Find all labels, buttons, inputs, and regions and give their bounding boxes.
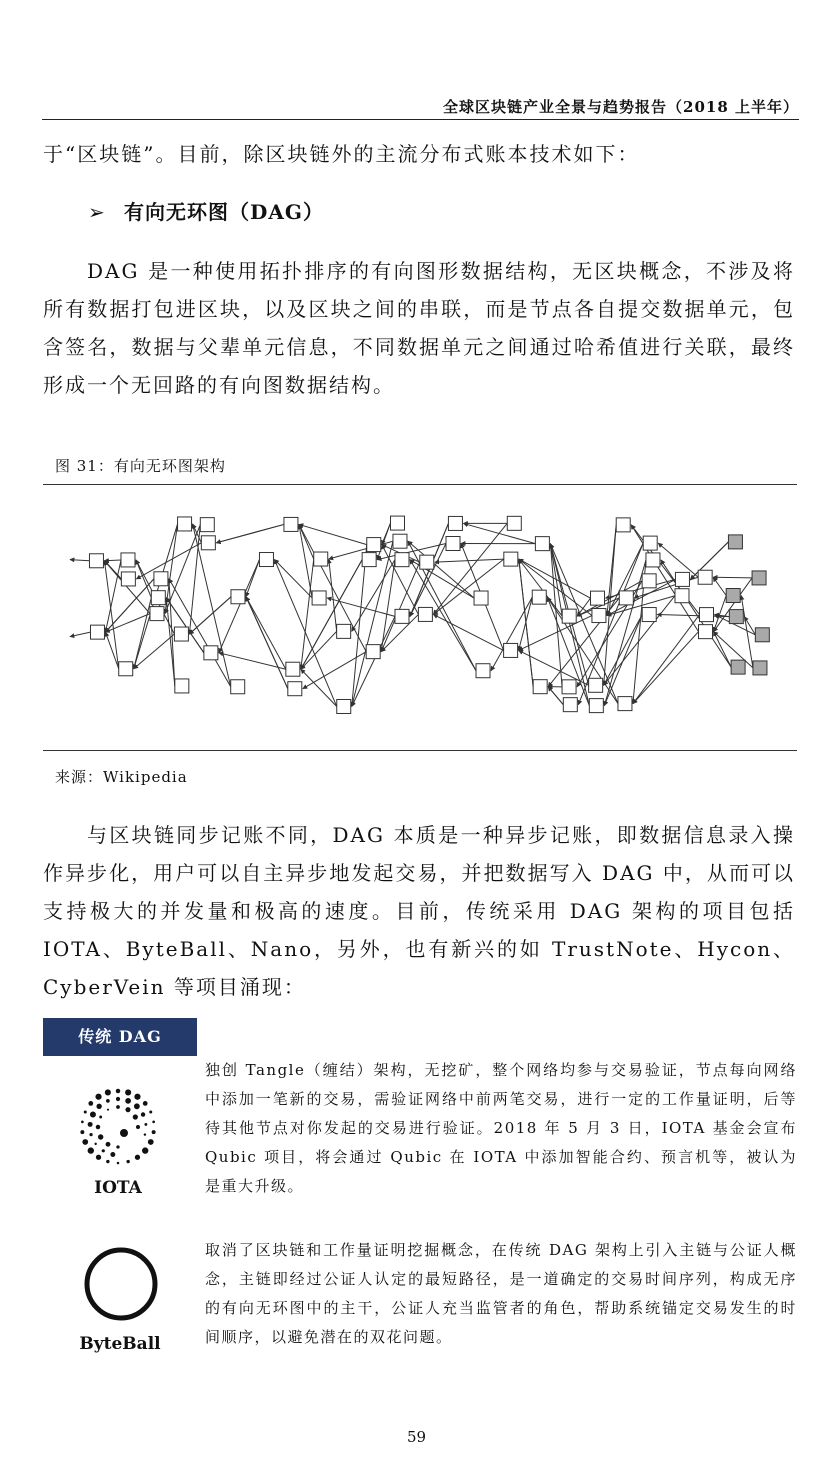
iota-dot [98, 1134, 103, 1139]
dag-edge [433, 559, 503, 614]
dag-node [286, 662, 300, 676]
iota-dot [116, 1089, 120, 1093]
dag-node [395, 609, 409, 623]
dag-node [476, 664, 490, 678]
dag-edge [274, 560, 336, 707]
dag-node [646, 553, 660, 567]
dag-edge [463, 523, 535, 543]
dag-node [312, 591, 326, 605]
dag-node [643, 536, 657, 550]
dag-tip-node [755, 628, 769, 642]
dag-edge [105, 579, 153, 632]
iota-dot [110, 1152, 115, 1157]
dag-edge [219, 560, 260, 653]
dag-edge [134, 598, 152, 669]
dag-node [284, 517, 298, 531]
dag-edge [548, 687, 563, 705]
dag-node [178, 517, 192, 531]
dag-node [474, 591, 488, 605]
dag-edge [713, 577, 726, 595]
byteball-ring-logo-icon [82, 1245, 160, 1323]
dag-node [314, 552, 328, 566]
dag-node [420, 555, 434, 569]
iota-dot [125, 1098, 131, 1104]
iota-dot [96, 1155, 101, 1160]
traditional-dag-tag: 传统 DAG [43, 1018, 197, 1056]
dag-node [121, 572, 135, 586]
iota-dot [88, 1147, 94, 1153]
dag-node [231, 590, 245, 604]
figure-source: 来源：Wikipedia [55, 768, 188, 786]
iota-dot [89, 1133, 92, 1136]
dag-edge [714, 596, 727, 632]
dag-node [362, 553, 376, 567]
dag-edge [633, 632, 699, 704]
iota-dot [125, 1089, 131, 1095]
iota-dot [90, 1112, 96, 1118]
page-number: 59 [406, 1428, 427, 1446]
dag-node [154, 572, 168, 586]
iota-dot [94, 1143, 96, 1145]
async-paragraph: 与区块链同步记账不同，DAG 本质是一种异步记账，即数据信息录入操作异步化，用户可以自主异步地发起交易，并把数据写入 DAG 中，从而可以支持极大的并发量和极高的速度。目前，传统采用 DAG 架构的项目包括 IOTA、ByteBall、Nano，另外，也有新兴的如 TrustNote、Hycon、CyberVein 等项目涌现： [43, 823, 795, 999]
running-header-title: 全球区块链产业全景与趋势报告（2018 上半年） [443, 98, 799, 116]
dag-edge [435, 559, 504, 562]
dag-node [562, 680, 576, 694]
dag-node [446, 536, 460, 550]
dag-edge [299, 524, 366, 651]
dag-edge [219, 653, 286, 669]
iota-dot [149, 1111, 152, 1114]
dag-edge [165, 525, 200, 614]
dag-edge [578, 543, 643, 705]
iota-dot [80, 1130, 84, 1134]
iota-dot [95, 1094, 101, 1100]
iota-dots-logo-icon [76, 1085, 160, 1169]
iota-dot [144, 1133, 146, 1135]
dag-node [504, 552, 518, 566]
dag-node [337, 699, 351, 713]
iota-dot [106, 1160, 109, 1163]
dag-node [592, 609, 606, 623]
dag-node [119, 662, 133, 676]
header-rule [42, 119, 799, 120]
dag-edge [301, 559, 314, 669]
iota-dot [135, 1155, 140, 1160]
dag-node [174, 627, 188, 641]
dag-node [507, 516, 521, 530]
dag-node [418, 607, 432, 621]
dag-edge [246, 597, 286, 669]
iota-dot [126, 1160, 129, 1163]
iota-description: 独创 Tangle（缠结）架构，无挖矿，整个网络均参与交易验证，节点每向网络中添加一笔新的交易，需验证网络中前两笔交易，进行一定的工作量证明，后等待其他节点对你发起的交易进行验证。2018 年 5 月 3 日，IOTA 基金会宣布 Qubic 项目，将会通过 Qubic 在 IOTA 中添加智能合约、预言机等，被认为是重大升级。 [205, 1061, 797, 1195]
dag-tip-node [729, 610, 743, 624]
iota-dot [107, 1109, 109, 1111]
iota-dot [134, 1094, 140, 1100]
dag-paragraph: DAG 是一种使用拓扑排序的有向图形数据结构，无区块概念，不涉及将所有数据打包进区块，以及区块之间的串联，而是节点各自提交数据单元，包含签名，数据与父辈单元信息，不同数据单元之间通过哈希值进行关联，最终形成一个无回路的有向图数据结构。 [43, 259, 795, 397]
dag-edge [604, 525, 617, 685]
dag-tip-node [728, 535, 742, 549]
dag-node [618, 697, 632, 711]
dag-edge [189, 597, 231, 634]
dag-node [200, 518, 214, 532]
iota-dot [102, 1149, 105, 1152]
dag-node [589, 699, 603, 713]
dag-edge [382, 523, 391, 545]
figure-bottom-rule [43, 750, 797, 751]
dag-edge [519, 559, 533, 687]
iota-dot [142, 1147, 148, 1153]
dag-edge [136, 560, 151, 598]
dag-node [390, 516, 404, 530]
dag-node [366, 645, 380, 659]
dag-node [699, 625, 713, 639]
dag-node [589, 678, 603, 692]
dag-edge [301, 669, 337, 706]
figure-caption: 图 31：有向无环图架构 [55, 457, 226, 475]
dag-edge [104, 561, 118, 669]
iota-dot [106, 1099, 110, 1103]
dag-node [616, 518, 630, 532]
iota-dot [144, 1123, 147, 1126]
dag-node [201, 536, 215, 550]
iota-dot [148, 1139, 154, 1145]
byteball-description: 取消了区块链和工作量证明挖掘概念，在传统 DAG 架构上引入主链与公证人概念，主链即经过公证人认定的最短路径，是一道确定的交易时间序列，构成无序的有向无环图中的主干，公证人充当监管者的角色，帮助系统锚定交易发生的时间顺序，以避免潜在的双花问题。 [205, 1241, 797, 1346]
dag-tip-node [752, 571, 766, 585]
dag-edge [433, 614, 503, 650]
dag-node [393, 534, 407, 548]
dag-edge [433, 523, 507, 614]
dag-edge [136, 543, 201, 579]
figure-top-rule [43, 484, 797, 485]
dag-node [151, 591, 165, 605]
dag-node [448, 516, 462, 530]
iota-dot [105, 1089, 111, 1095]
dag-edge [741, 596, 753, 668]
dag-node [642, 574, 656, 588]
iota-dot [116, 1097, 120, 1101]
dag-node [204, 646, 218, 660]
dag-edge [352, 545, 367, 707]
dag-node [89, 554, 103, 568]
dag-edge [216, 524, 284, 542]
iota-dot [136, 1125, 140, 1129]
iota-name: IOTA [94, 1178, 142, 1198]
dag-edge [134, 634, 175, 669]
dag-edge [377, 543, 446, 559]
dag-edge [604, 596, 675, 686]
dag-node [367, 538, 381, 552]
dag-edge [408, 541, 474, 598]
dag-edge [301, 560, 362, 670]
iota-dot [82, 1139, 88, 1145]
iota-dot [117, 1162, 120, 1165]
dag-diagram [60, 505, 780, 730]
dag-node [675, 589, 689, 603]
iota-dot [134, 1103, 140, 1109]
dag-node [259, 553, 273, 567]
iota-dot [152, 1121, 155, 1124]
dag-node [562, 609, 576, 623]
iota-dot [125, 1107, 130, 1112]
dag-node [591, 591, 605, 605]
iota-dot [141, 1112, 145, 1116]
iota-dot [116, 1145, 119, 1148]
iota-dot [81, 1121, 84, 1124]
bullet-arrow-icon: ➢ [88, 200, 106, 224]
dag-edge [329, 541, 393, 559]
dag-edge [299, 524, 367, 544]
iota-dot [116, 1105, 120, 1109]
iota-dot [152, 1130, 156, 1134]
dag-edge [519, 597, 533, 650]
byteball-name: ByteBall [79, 1334, 161, 1354]
iota-dot [88, 1101, 93, 1106]
dag-edge [713, 577, 752, 578]
dag-node [700, 608, 714, 622]
iota-dot [88, 1122, 93, 1127]
dag-edge [104, 560, 121, 561]
iota-dot [120, 1129, 128, 1137]
iota-dot [96, 1125, 100, 1129]
dag-node [619, 591, 633, 605]
dag-tip-node [731, 660, 745, 674]
dag-node [90, 625, 104, 639]
iota-dot [99, 1116, 102, 1119]
intro-line: 于“区块链”。目前，除区块链外的主流分布式账本技术如下： [43, 142, 640, 166]
dag-edge [246, 597, 288, 689]
dag-node [231, 680, 245, 694]
iota-dot [84, 1111, 87, 1114]
dag-node [175, 679, 189, 693]
dag-heading [88, 196, 324, 225]
dag-node [337, 624, 351, 638]
dag-edge [714, 632, 732, 667]
dag-node [698, 570, 712, 584]
dag-node [150, 607, 164, 621]
dag-node [395, 553, 409, 567]
iota-dot [106, 1142, 111, 1147]
dag-edge [633, 615, 700, 704]
dag-node [288, 682, 302, 696]
dag-node [535, 537, 549, 551]
dag-node [533, 680, 547, 694]
dag-edge [70, 560, 89, 561]
dag-tip-node [726, 589, 740, 603]
dag-node [532, 590, 546, 604]
dag-edge [70, 632, 90, 636]
iota-dot [133, 1114, 138, 1119]
iota-dot [143, 1101, 148, 1106]
dag-edge [329, 559, 337, 631]
dag-edge [352, 616, 395, 706]
dag-node [504, 643, 518, 657]
dag-node [642, 608, 656, 622]
dag-node [563, 698, 577, 712]
dag-tip-node [753, 661, 767, 675]
dag-heading-text: 有向无环图（DAG） [124, 200, 324, 224]
dag-edge [604, 615, 643, 686]
iota-dot [96, 1104, 101, 1109]
dag-node [675, 572, 689, 586]
dag-edge [381, 560, 395, 652]
dag-node [121, 553, 135, 567]
